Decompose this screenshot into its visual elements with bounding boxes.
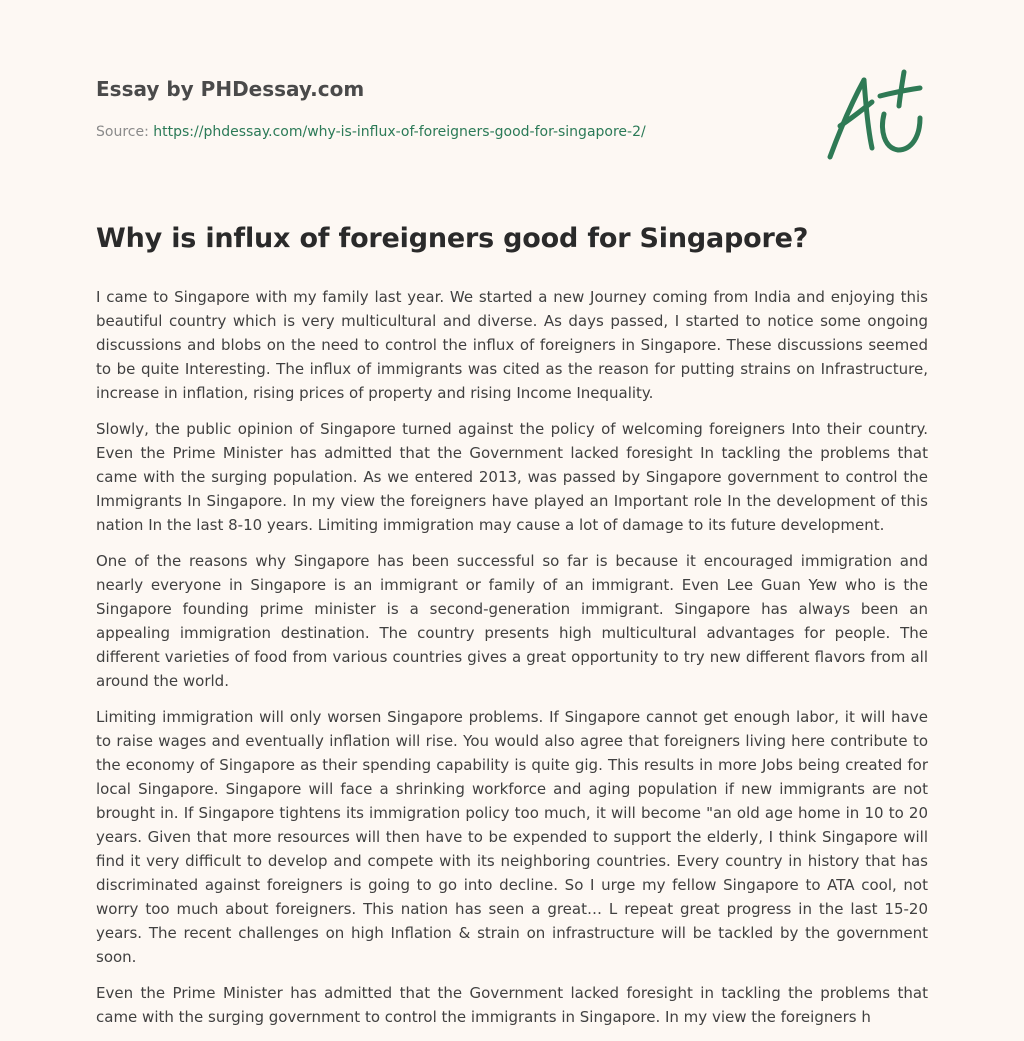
site-brand: Essay by PHDessay.com bbox=[96, 77, 365, 101]
essay-paragraph: Even the Prime Minister has admitted that the Government lacked foresight in tackling the problems that came with the surging government to control the immigrants in Singapore. In my view the foreigners h bbox=[96, 984, 928, 1026]
source-line bbox=[96, 124, 646, 140]
essay-title: Why is influx of foreigners good for Singapore? bbox=[96, 223, 809, 254]
source-label: Source: bbox=[96, 124, 149, 140]
essay-paragraph: Slowly, the public opinion of Singapore turned against the policy of welcoming foreigners Into their country. Even the Prime Minister has admitted that the Government lacked foresight In tackling the problems that came with the surging population. As we entered 2013, was passed by Singapore government to control the Immigrants In Singapore. In my view the foreigners have played an Important role In the development of this nation In the last 8-10 years. Limiting immigration may cause a lot of damage to its future development. bbox=[96, 420, 928, 534]
essay-body bbox=[96, 285, 928, 1041]
a-plus-logo-icon bbox=[820, 68, 928, 164]
essay-paragraph: One of the reasons why Singapore has been successful so far is because it encouraged immigration and nearly everyone in Singapore is an immigrant or family of an immigrant. Even Lee Guan Yew who is the Singapore founding prime minister is a second-generation immigrant. Singapore has always been an appealing immigration destination. The country presents high multicultural advantages for people. The different varieties of food from various countries gives a great opportunity to try new different flavors from all around the world. bbox=[96, 552, 928, 690]
source-link[interactable]: https://phdessay.com/why-is-influx-of-foreigners-good-for-singapore-2/ bbox=[153, 124, 646, 140]
essay-paragraph: Limiting immigration will only worsen Singapore problems. If Singapore cannot get enough labor, it will have to raise wages and eventually inflation will rise. You would also agree that foreigners living here contribute to the economy of Singapore as their spending capability is quite gig. This results in more Jobs being created for local Singapore. Singapore will face a shrinking workforce and aging population if new immigrants are not brought in. If Singapore tightens its immigration policy too much, it will become "an old age home in 10 to 20 years. Given that more resources will then have to be expended to support the elderly, I think Singapore will find it very difficult to develop and compete with its neighboring countries. Every country in history that has discriminated against foreigners is going to go into decline. So I urge my fellow Singapore to ATA cool, not worry too much about foreigners. This nation has seen a great… L repeat great progress in the last 15-20 years. The recent challenges on high Inflation & strain on infrastructure will be tackled by the government soon. bbox=[96, 708, 928, 966]
essay-paragraph: I came to Singapore with my family last year. We started a new Journey coming from India and enjoying this beautiful country which is very multicultural and diverse. As days passed, I started to notice some ongoing discussions and blobs on the need to control the influx of foreigners in Singapore. These discussions seemed to be quite Interesting. The influx of immigrants was cited as the reason for putting strains on Infrastructure, increase in inflation, rising prices of property and rising Income Inequality. bbox=[96, 288, 928, 402]
